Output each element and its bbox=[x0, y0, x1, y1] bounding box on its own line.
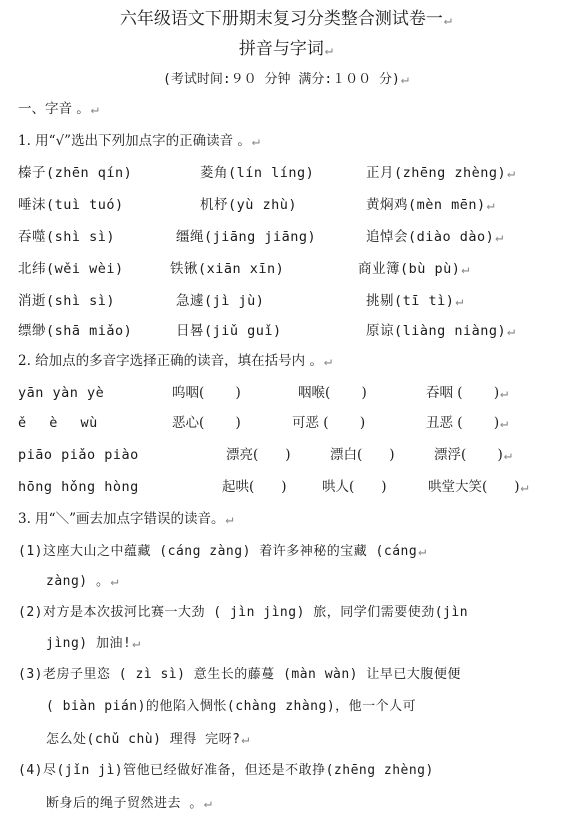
exam-info-text: (考试时间:９０ 分钟 满分:１００ 分) bbox=[163, 72, 400, 87]
question-2-title bbox=[18, 352, 332, 370]
q1-item bbox=[366, 292, 464, 310]
q3-item-3-line-2: ( biàn pián)的他陷入惆怅(chàng zhàng)，他一个人可 bbox=[46, 699, 417, 714]
question-text: 3. 用“＼”画去加点字错误的读音。 bbox=[18, 511, 225, 527]
paragraph-mark-icon: ↵ bbox=[461, 261, 471, 277]
q1-item: 铁锹(xiān xīn) bbox=[170, 261, 285, 277]
paragraph-mark-icon: ↵ bbox=[203, 795, 213, 811]
q1-item: 缥缈(shā miǎo) bbox=[18, 323, 133, 339]
subtitle-text: 拼音与字词 bbox=[238, 39, 324, 59]
q1-item bbox=[366, 322, 516, 340]
q1-item bbox=[366, 196, 495, 214]
paragraph-mark-icon: ↵ bbox=[225, 511, 234, 527]
q2-blank-item[interactable]: 咽喉( ) bbox=[298, 385, 367, 401]
q1-item-text: 原谅(liàng niàng) bbox=[366, 323, 507, 339]
paragraph-mark-icon: ↵ bbox=[110, 573, 120, 589]
q1-item: 缰绳(jiāng jiāng) bbox=[176, 229, 317, 245]
q1-item-text: 挑剔(tī tì) bbox=[366, 293, 455, 309]
paragraph-mark-icon: ↵ bbox=[132, 635, 141, 651]
q2-blank-text: 吞咽 ( ) bbox=[426, 385, 500, 401]
q3-item-1-line-1 bbox=[18, 542, 427, 561]
q3-item-4-line-1: (4)尽(jǐn jì)管他已经做好准备，但还是不敢挣(zhēng zhèng) bbox=[18, 763, 434, 778]
q3-item-2-line-2 bbox=[46, 634, 141, 653]
q1-item: 日晷(jiǔ guǐ) bbox=[176, 323, 282, 339]
paragraph-mark-icon: ↵ bbox=[324, 42, 334, 58]
exam-subtitle bbox=[0, 34, 572, 59]
q3-item-2-line-1: (2)对方是本次拔河比赛一大劲 ( jìn jìng) 旅，同学们需要使劲(jìn bbox=[18, 605, 469, 620]
q1-item-text: 正月(zhēng zhèng) bbox=[366, 165, 507, 181]
q2-blank-item[interactable]: 漂白( ) bbox=[330, 447, 395, 463]
q2-blank-text: 哄堂大笑( ) bbox=[428, 479, 520, 495]
q2-blank-text: 漂浮( ) bbox=[434, 447, 503, 463]
q1-item: 急遽(jì jù) bbox=[176, 293, 265, 309]
q2-blank-item[interactable]: 恶心( ) bbox=[172, 415, 241, 431]
q2-blank-item[interactable] bbox=[426, 384, 508, 402]
q1-item bbox=[366, 164, 516, 182]
q2-blank-item[interactable] bbox=[434, 446, 512, 464]
question-text: 2. 给加点的多音字选择正确的读音，填在括号内 。 bbox=[18, 353, 323, 369]
q3-text: (1)这座大山之中蕴藏 (cáng zàng) 着许多神秘的宝藏 (cáng bbox=[18, 544, 418, 559]
q2-blank-item[interactable]: 起哄( ) bbox=[222, 479, 287, 495]
paragraph-mark-icon: ↵ bbox=[507, 323, 516, 339]
paragraph-mark-icon: ↵ bbox=[520, 479, 529, 495]
q1-item: 唾沫(tuì tuó) bbox=[18, 197, 124, 213]
q3-text: zàng) 。 bbox=[46, 574, 110, 589]
q3-item-3-line-1: (3)老房子里恣 ( zì sì) 意生长的藤蔓 (màn wàn) 让早已大腹便便 bbox=[18, 667, 461, 682]
q1-item bbox=[358, 260, 470, 278]
q3-item-3-line-3 bbox=[46, 730, 250, 749]
q3-text: 断身后的绳子贸然进去 。 bbox=[46, 796, 203, 811]
q2-pinyin: hōng hǒng hòng bbox=[18, 479, 139, 495]
paragraph-mark-icon: ↵ bbox=[455, 293, 465, 309]
question-1-title bbox=[18, 132, 260, 150]
paragraph-mark-icon: ↵ bbox=[241, 731, 251, 747]
paragraph-mark-icon: ↵ bbox=[495, 229, 504, 245]
q1-item: 北纬(wěi wèi) bbox=[18, 261, 124, 277]
q1-item: 机杼(yù zhù) bbox=[200, 197, 298, 213]
q3-text: jìng) 加油! bbox=[46, 636, 132, 651]
q1-item: 菱角(lín líng) bbox=[200, 165, 315, 181]
paragraph-mark-icon: ↵ bbox=[90, 101, 99, 117]
q2-blank-item[interactable]: 呜咽( ) bbox=[172, 385, 241, 401]
q3-text: 怎么处(chǔ chù) 理得 完呀? bbox=[46, 732, 241, 747]
q2-blank-item[interactable]: 漂亮( ) bbox=[226, 447, 291, 463]
exam-info bbox=[0, 68, 572, 87]
paragraph-mark-icon: ↵ bbox=[400, 71, 409, 87]
q1-item: 吞噬(shì sì) bbox=[18, 229, 116, 245]
paragraph-mark-icon: ↵ bbox=[418, 543, 427, 559]
question-text: 1. 用“√”选出下列加点字的正确读音 。 bbox=[18, 133, 251, 149]
q2-blank-item[interactable] bbox=[426, 414, 508, 432]
paragraph-mark-icon: ↵ bbox=[443, 12, 453, 28]
q2-blank-item[interactable] bbox=[428, 478, 529, 496]
question-3-title bbox=[18, 510, 234, 528]
q1-item bbox=[366, 228, 504, 246]
paragraph-mark-icon: ↵ bbox=[503, 447, 512, 463]
q1-item-text: 黄焖鸡(mèn mēn) bbox=[366, 197, 486, 213]
q2-pinyin: yān yàn yè bbox=[18, 385, 105, 401]
q2-blank-item[interactable]: 哄人( ) bbox=[322, 479, 387, 495]
q1-item: 消逝(shì sì) bbox=[18, 293, 116, 309]
q2-pinyin: piāo piǎo piào bbox=[18, 447, 139, 463]
q1-item: 榛子(zhēn qín) bbox=[18, 165, 133, 181]
section-heading bbox=[18, 100, 99, 118]
q1-item-text: 商业簿(bù pù) bbox=[358, 261, 461, 277]
section-title: 一、字音 。 bbox=[18, 101, 90, 117]
q2-pinyin: ě è wù bbox=[18, 415, 98, 431]
q1-item-text: 追悼会(diào dào) bbox=[366, 229, 495, 245]
paragraph-mark-icon: ↵ bbox=[251, 133, 261, 149]
exam-title bbox=[0, 4, 572, 29]
q3-item-1-line-2 bbox=[46, 572, 119, 591]
q2-blank-item[interactable]: 可恶 ( ) bbox=[292, 415, 366, 431]
q2-blank-text: 丑恶 ( ) bbox=[426, 415, 500, 431]
paragraph-mark-icon: ↵ bbox=[500, 415, 509, 431]
title-text: 六年级语文下册期末复习分类整合测试卷一 bbox=[119, 9, 443, 29]
paragraph-mark-icon: ↵ bbox=[507, 165, 516, 181]
q3-item-4-line-2 bbox=[46, 794, 212, 813]
paragraph-mark-icon: ↵ bbox=[500, 385, 509, 401]
paragraph-mark-icon: ↵ bbox=[323, 353, 333, 369]
paragraph-mark-icon: ↵ bbox=[486, 197, 496, 213]
